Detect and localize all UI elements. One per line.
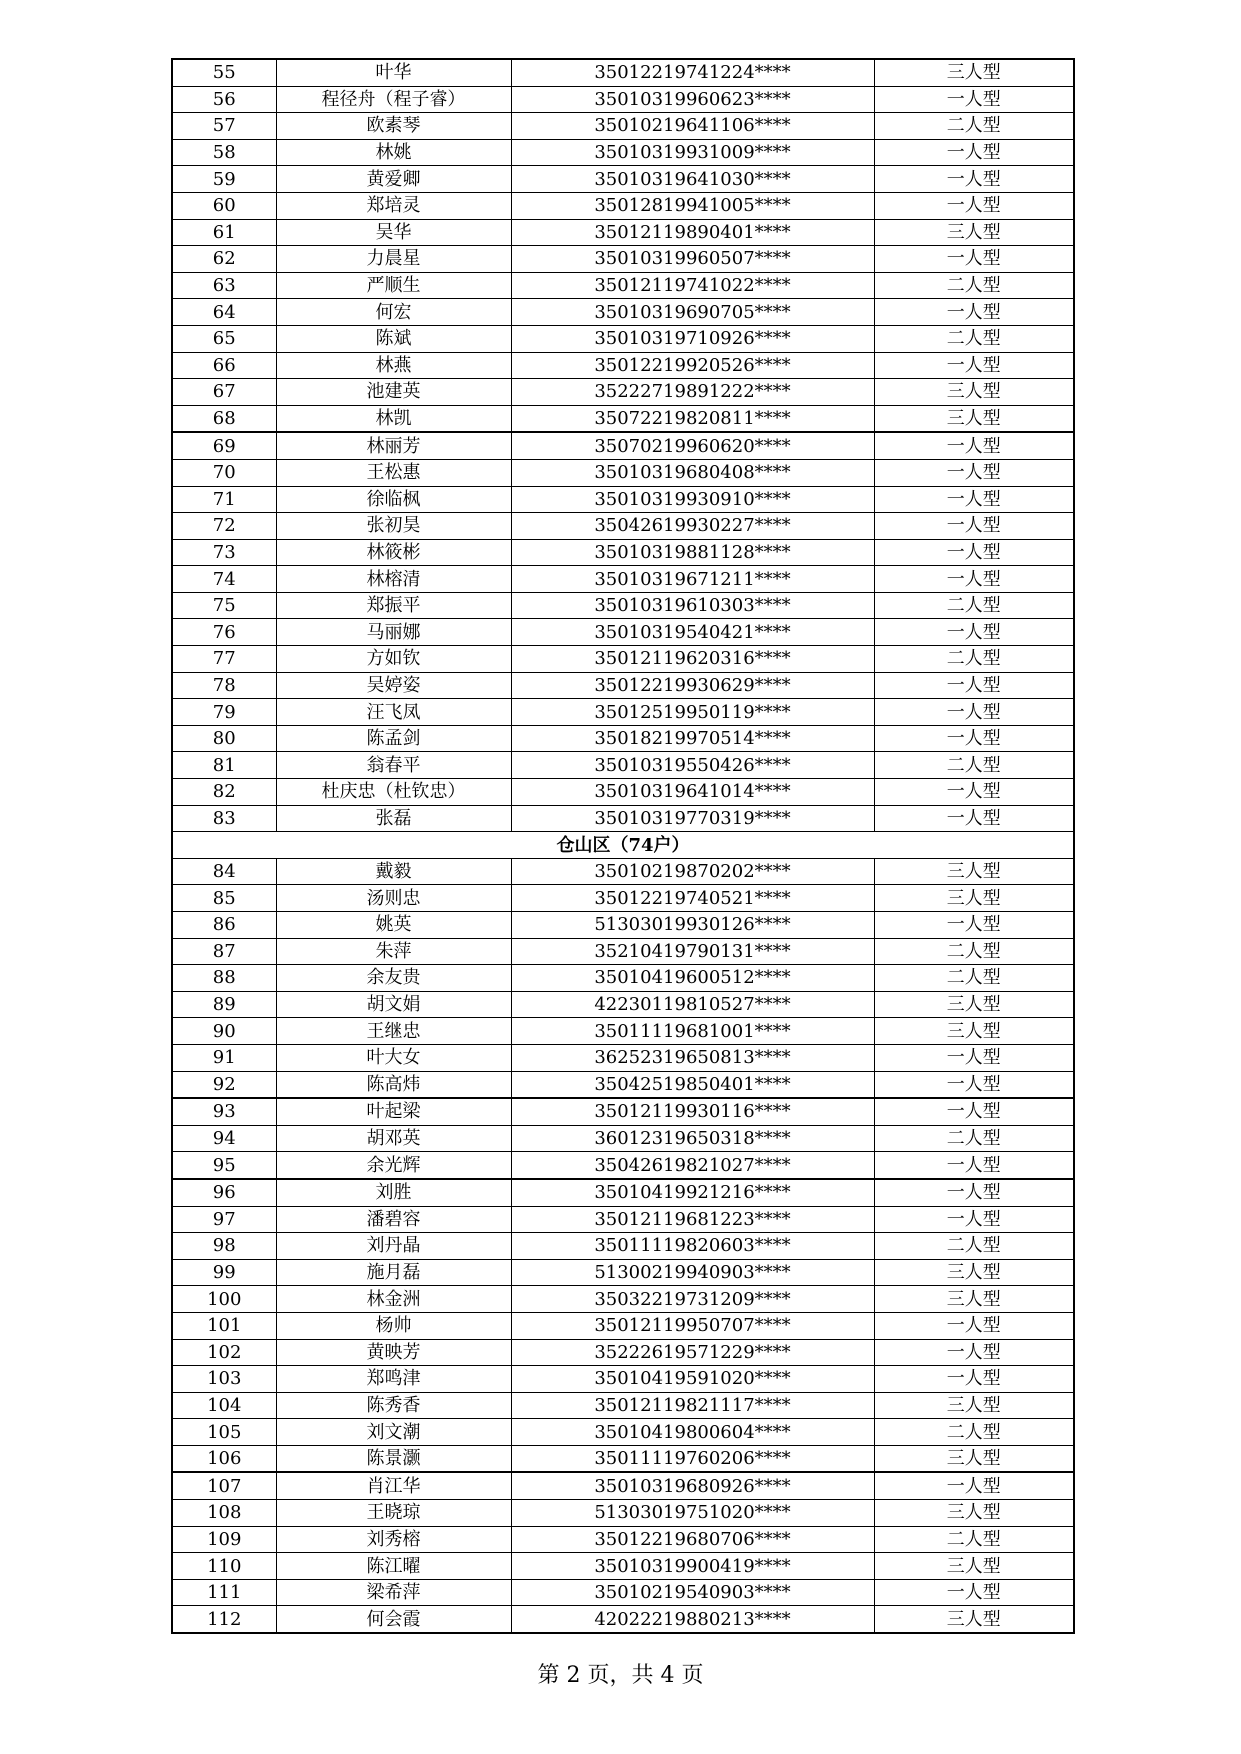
applicant-name: 胡文娟: [276, 991, 511, 1018]
id-number: 35010319770319****: [511, 805, 874, 832]
housing-type: 三人型: [874, 991, 1074, 1018]
applicant-name: 汤则忠: [276, 885, 511, 912]
id-number: 35010319641030****: [511, 166, 874, 193]
id-number: 35010319881128****: [511, 539, 874, 566]
id-number: 35010419600512****: [511, 965, 874, 992]
housing-type: 二人型: [874, 752, 1074, 779]
row-number: 86: [172, 912, 276, 939]
housing-type: 一人型: [874, 805, 1074, 832]
table-row: [172, 405, 1074, 432]
table-row: [172, 805, 1074, 832]
row-number: 93: [172, 1098, 276, 1125]
housing-type: 一人型: [874, 139, 1074, 166]
table-row: [172, 1233, 1074, 1260]
row-number: 72: [172, 513, 276, 540]
row-number: 77: [172, 646, 276, 673]
row-number: 65: [172, 325, 276, 352]
id-number: 35072219820811****: [511, 405, 874, 432]
applicant-name: 叶大女: [276, 1044, 511, 1071]
id-number: 35010319900419****: [511, 1553, 874, 1580]
applicant-name: 戴毅: [276, 858, 511, 885]
table-row: [172, 86, 1074, 113]
row-number: 76: [172, 619, 276, 646]
applicant-name: 吴华: [276, 219, 511, 246]
applicant-name: 程径舟（程子睿）: [276, 86, 511, 113]
row-number: 60: [172, 192, 276, 219]
housing-type: 一人型: [874, 1312, 1074, 1339]
row-number: 84: [172, 858, 276, 885]
row-number: 70: [172, 459, 276, 486]
row-number: 83: [172, 805, 276, 832]
row-number: 56: [172, 86, 276, 113]
row-number: 80: [172, 725, 276, 752]
applicant-name: 张初昊: [276, 513, 511, 540]
table-row: [172, 779, 1074, 806]
row-number: 103: [172, 1366, 276, 1393]
table-row: [172, 1098, 1074, 1125]
table-row: [172, 1018, 1074, 1045]
table-row: [172, 1606, 1074, 1633]
housing-type: 一人型: [874, 1206, 1074, 1233]
applicant-name: 林榕清: [276, 566, 511, 593]
row-number: 57: [172, 113, 276, 140]
housing-type: 三人型: [874, 885, 1074, 912]
id-number: 35018219970514****: [511, 725, 874, 752]
table-row: [172, 1419, 1074, 1446]
applicant-name: 陈秀香: [276, 1392, 511, 1419]
housing-type: 一人型: [874, 566, 1074, 593]
table-row: [172, 938, 1074, 965]
applicant-name: 姚英: [276, 912, 511, 939]
id-number: 36012319650318****: [511, 1125, 874, 1152]
id-number: 36252319650813****: [511, 1044, 874, 1071]
housing-type: 三人型: [874, 1259, 1074, 1286]
table-row: [172, 912, 1074, 939]
table-row: [172, 486, 1074, 513]
row-number: 111: [172, 1579, 276, 1606]
id-number: 35010319690705****: [511, 299, 874, 326]
housing-type: 二人型: [874, 113, 1074, 140]
household-table: [171, 58, 1075, 1634]
row-number: 58: [172, 139, 276, 166]
table-row: [172, 59, 1074, 86]
housing-type: 一人型: [874, 246, 1074, 273]
id-number: 35011119760206****: [511, 1445, 874, 1472]
table-row: [172, 1392, 1074, 1419]
id-number: 42022219880213****: [511, 1606, 874, 1633]
applicant-name: 林燕: [276, 352, 511, 379]
applicant-name: 王继忠: [276, 1018, 511, 1045]
housing-type: 二人型: [874, 1419, 1074, 1446]
id-number: 35012219930629****: [511, 672, 874, 699]
table-row: [172, 379, 1074, 406]
id-number: 35011119820603****: [511, 1233, 874, 1260]
row-number: 55: [172, 59, 276, 86]
id-number: 35010319960623****: [511, 86, 874, 113]
table-row: [172, 1071, 1074, 1098]
row-number: 96: [172, 1179, 276, 1206]
table-row: [172, 592, 1074, 619]
id-number: 35222619571229****: [511, 1339, 874, 1366]
housing-type: 一人型: [874, 779, 1074, 806]
row-number: 90: [172, 1018, 276, 1045]
housing-type: 一人型: [874, 1339, 1074, 1366]
housing-type: 二人型: [874, 1233, 1074, 1260]
applicant-name: 池建英: [276, 379, 511, 406]
applicant-name: 叶华: [276, 59, 511, 86]
applicant-name: 陈高炜: [276, 1071, 511, 1098]
table-row: [172, 432, 1074, 459]
table-row: [172, 219, 1074, 246]
id-number: 35012219680706****: [511, 1526, 874, 1553]
applicant-name: 叶起梁: [276, 1098, 511, 1125]
housing-type: 一人型: [874, 912, 1074, 939]
applicant-name: 欧素琴: [276, 113, 511, 140]
id-number: 51303019751020****: [511, 1500, 874, 1527]
housing-type: 一人型: [874, 1366, 1074, 1393]
id-number: 35032219731209****: [511, 1286, 874, 1313]
applicant-name: 朱萍: [276, 938, 511, 965]
table-row: [172, 1366, 1074, 1393]
table-row: [172, 672, 1074, 699]
applicant-name: 翁春平: [276, 752, 511, 779]
table-row: [172, 752, 1074, 779]
id-number: 35042619821027****: [511, 1152, 874, 1179]
table-row: [172, 991, 1074, 1018]
row-number: 104: [172, 1392, 276, 1419]
id-number: 35012119821117****: [511, 1392, 874, 1419]
applicant-name: 杨帅: [276, 1312, 511, 1339]
table-row: [172, 1312, 1074, 1339]
table-row: [172, 965, 1074, 992]
table-row: [172, 166, 1074, 193]
housing-type: 一人型: [874, 166, 1074, 193]
applicant-name: 郑振平: [276, 592, 511, 619]
page-footer: 第 2 页，共 4 页: [537, 1663, 704, 1688]
id-number: 35222719891222****: [511, 379, 874, 406]
applicant-name: 刘丹晶: [276, 1233, 511, 1260]
housing-type: 三人型: [874, 405, 1074, 432]
housing-type: 三人型: [874, 379, 1074, 406]
applicant-name: 黄映芳: [276, 1339, 511, 1366]
id-number: 35012119930116****: [511, 1098, 874, 1125]
housing-type: 三人型: [874, 1392, 1074, 1419]
row-number: 112: [172, 1606, 276, 1633]
applicant-name: 何会霞: [276, 1606, 511, 1633]
table-row: [172, 1259, 1074, 1286]
housing-type: 一人型: [874, 1098, 1074, 1125]
applicant-name: 林丽芳: [276, 432, 511, 459]
applicant-name: 陈孟剑: [276, 725, 511, 752]
id-number: 35042519850401****: [511, 1071, 874, 1098]
applicant-name: 张磊: [276, 805, 511, 832]
row-number: 94: [172, 1125, 276, 1152]
row-number: 66: [172, 352, 276, 379]
housing-type: 一人型: [874, 1579, 1074, 1606]
applicant-name: 梁希萍: [276, 1579, 511, 1606]
housing-type: 三人型: [874, 1606, 1074, 1633]
housing-type: 一人型: [874, 1044, 1074, 1071]
row-number: 69: [172, 432, 276, 459]
id-number: 35010319671211****: [511, 566, 874, 593]
row-number: 64: [172, 299, 276, 326]
applicant-name: 方如钦: [276, 646, 511, 673]
table-row: [172, 459, 1074, 486]
id-number: 35012219741224****: [511, 59, 874, 86]
housing-type: 二人型: [874, 272, 1074, 299]
id-number: 35010319960507****: [511, 246, 874, 273]
table-row: [172, 1044, 1074, 1071]
id-number: 35010419591020****: [511, 1366, 874, 1393]
housing-type: 三人型: [874, 1445, 1074, 1472]
applicant-name: 余光辉: [276, 1152, 511, 1179]
row-number: 102: [172, 1339, 276, 1366]
id-number: 42230119810527****: [511, 991, 874, 1018]
housing-type: 一人型: [874, 486, 1074, 513]
table-row: [172, 1445, 1074, 1472]
table-row: [172, 725, 1074, 752]
housing-type: 一人型: [874, 86, 1074, 113]
row-number: 105: [172, 1419, 276, 1446]
table-row: [172, 619, 1074, 646]
row-number: 73: [172, 539, 276, 566]
id-number: 35012219920526****: [511, 352, 874, 379]
applicant-name: 马丽娜: [276, 619, 511, 646]
row-number: 99: [172, 1259, 276, 1286]
id-number: 35010319610303****: [511, 592, 874, 619]
applicant-name: 陈斌: [276, 325, 511, 352]
table-row: [172, 646, 1074, 673]
housing-type: 二人型: [874, 325, 1074, 352]
housing-type: 一人型: [874, 299, 1074, 326]
table-row: [172, 1553, 1074, 1580]
table-row: [172, 539, 1074, 566]
row-number: 63: [172, 272, 276, 299]
table-row: [172, 1579, 1074, 1606]
housing-type: 一人型: [874, 1071, 1074, 1098]
housing-type: 一人型: [874, 513, 1074, 540]
applicant-name: 胡邓英: [276, 1125, 511, 1152]
id-number: 35011119681001****: [511, 1018, 874, 1045]
applicant-name: 王松惠: [276, 459, 511, 486]
id-number: 35010319641014****: [511, 779, 874, 806]
housing-type: 三人型: [874, 219, 1074, 246]
housing-type: 三人型: [874, 858, 1074, 885]
id-number: 35012219740521****: [511, 885, 874, 912]
row-number: 98: [172, 1233, 276, 1260]
id-number: 35010319680926****: [511, 1472, 874, 1499]
id-number: 35012119890401****: [511, 219, 874, 246]
housing-type: 一人型: [874, 1472, 1074, 1499]
id-number: 35070219960620****: [511, 432, 874, 459]
housing-type: 二人型: [874, 938, 1074, 965]
household-table-body: [172, 59, 1074, 1633]
table-row: [172, 1125, 1074, 1152]
applicant-name: 黄爱卿: [276, 166, 511, 193]
id-number: 35010219540903****: [511, 1579, 874, 1606]
row-number: 97: [172, 1206, 276, 1233]
id-number: 51300219940903****: [511, 1259, 874, 1286]
applicant-name: 陈江曜: [276, 1553, 511, 1580]
id-number: 35010219870202****: [511, 858, 874, 885]
row-number: 85: [172, 885, 276, 912]
applicant-name: 林金洲: [276, 1286, 511, 1313]
table-row: [172, 352, 1074, 379]
housing-type: 一人型: [874, 725, 1074, 752]
housing-type: 一人型: [874, 1152, 1074, 1179]
row-number: 108: [172, 1500, 276, 1527]
id-number: 35012119620316****: [511, 646, 874, 673]
housing-type: 一人型: [874, 192, 1074, 219]
section-title: 仓山区（74户）: [172, 832, 1074, 859]
id-number: 35012819941005****: [511, 192, 874, 219]
row-number: 106: [172, 1445, 276, 1472]
id-number: 35012119741022****: [511, 272, 874, 299]
housing-type: 一人型: [874, 539, 1074, 566]
applicant-name: 潘碧容: [276, 1206, 511, 1233]
row-number: 59: [172, 166, 276, 193]
id-number: 35010319540421****: [511, 619, 874, 646]
row-number: 67: [172, 379, 276, 406]
id-number: 35010319931009****: [511, 139, 874, 166]
applicant-name: 严顺生: [276, 272, 511, 299]
table-row: [172, 325, 1074, 352]
table-row: [172, 246, 1074, 273]
applicant-name: 刘秀榕: [276, 1526, 511, 1553]
row-number: 71: [172, 486, 276, 513]
housing-type: 三人型: [874, 59, 1074, 86]
table-row: [172, 1339, 1074, 1366]
applicant-name: 王晓琼: [276, 1500, 511, 1527]
applicant-name: 林姚: [276, 139, 511, 166]
id-number: 35010219641106****: [511, 113, 874, 140]
housing-type: 一人型: [874, 459, 1074, 486]
id-number: 35012119950707****: [511, 1312, 874, 1339]
table-row: [172, 1472, 1074, 1499]
table-row: [172, 1152, 1074, 1179]
id-number: 51303019930126****: [511, 912, 874, 939]
id-number: 35010319680408****: [511, 459, 874, 486]
housing-type: 一人型: [874, 672, 1074, 699]
housing-type: 二人型: [874, 965, 1074, 992]
housing-type: 二人型: [874, 1125, 1074, 1152]
row-number: 79: [172, 699, 276, 726]
housing-type: 一人型: [874, 1179, 1074, 1206]
table-row: [172, 699, 1074, 726]
row-number: 82: [172, 779, 276, 806]
row-number: 88: [172, 965, 276, 992]
table-row: [172, 1206, 1074, 1233]
table-row: [172, 139, 1074, 166]
id-number: 35042619930227****: [511, 513, 874, 540]
applicant-name: 杜庆忠（杜钦忠）: [276, 779, 511, 806]
table-row: [172, 513, 1074, 540]
applicant-name: 徐临枫: [276, 486, 511, 513]
housing-type: 三人型: [874, 1018, 1074, 1045]
applicant-name: 余友贵: [276, 965, 511, 992]
applicant-name: 汪飞凤: [276, 699, 511, 726]
id-number: 35010319550426****: [511, 752, 874, 779]
applicant-name: 郑培灵: [276, 192, 511, 219]
section-header-row: [172, 832, 1074, 859]
applicant-name: 施月磊: [276, 1259, 511, 1286]
applicant-name: 林凯: [276, 405, 511, 432]
applicant-name: 力晨星: [276, 246, 511, 273]
row-number: 92: [172, 1071, 276, 1098]
table-row: [172, 1286, 1074, 1313]
applicant-name: 陈景灏: [276, 1445, 511, 1472]
applicant-name: 何宏: [276, 299, 511, 326]
row-number: 62: [172, 246, 276, 273]
row-number: 109: [172, 1526, 276, 1553]
housing-type: 一人型: [874, 619, 1074, 646]
housing-type: 三人型: [874, 1500, 1074, 1527]
row-number: 107: [172, 1472, 276, 1499]
id-number: 35210419790131****: [511, 938, 874, 965]
housing-type: 三人型: [874, 1286, 1074, 1313]
row-number: 68: [172, 405, 276, 432]
id-number: 35010319710926****: [511, 325, 874, 352]
row-number: 100: [172, 1286, 276, 1313]
applicant-name: 肖江华: [276, 1472, 511, 1499]
id-number: 35012519950119****: [511, 699, 874, 726]
applicant-name: 刘文潮: [276, 1419, 511, 1446]
table-row: [172, 113, 1074, 140]
table-row: [172, 299, 1074, 326]
row-number: 61: [172, 219, 276, 246]
housing-type: 二人型: [874, 646, 1074, 673]
id-number: 35010319930910****: [511, 486, 874, 513]
housing-type: 二人型: [874, 592, 1074, 619]
row-number: 81: [172, 752, 276, 779]
housing-type: 三人型: [874, 1553, 1074, 1580]
id-number: 35010419921216****: [511, 1179, 874, 1206]
table-row: [172, 1500, 1074, 1527]
id-number: 35010419800604****: [511, 1419, 874, 1446]
row-number: 78: [172, 672, 276, 699]
table-row: [172, 858, 1074, 885]
row-number: 89: [172, 991, 276, 1018]
table-row: [172, 192, 1074, 219]
row-number: 91: [172, 1044, 276, 1071]
table-row: [172, 1526, 1074, 1553]
table-row: [172, 1179, 1074, 1206]
row-number: 75: [172, 592, 276, 619]
row-number: 87: [172, 938, 276, 965]
housing-type: 一人型: [874, 432, 1074, 459]
table-row: [172, 566, 1074, 593]
table-row: [172, 885, 1074, 912]
row-number: 74: [172, 566, 276, 593]
applicant-name: 郑鸣津: [276, 1366, 511, 1393]
row-number: 95: [172, 1152, 276, 1179]
row-number: 101: [172, 1312, 276, 1339]
applicant-name: 吴婷姿: [276, 672, 511, 699]
row-number: 110: [172, 1553, 276, 1580]
id-number: 35012119681223****: [511, 1206, 874, 1233]
housing-type: 一人型: [874, 699, 1074, 726]
housing-type: 二人型: [874, 1526, 1074, 1553]
table-row: [172, 272, 1074, 299]
applicant-name: 刘胜: [276, 1179, 511, 1206]
housing-type: 一人型: [874, 352, 1074, 379]
applicant-name: 林筱彬: [276, 539, 511, 566]
